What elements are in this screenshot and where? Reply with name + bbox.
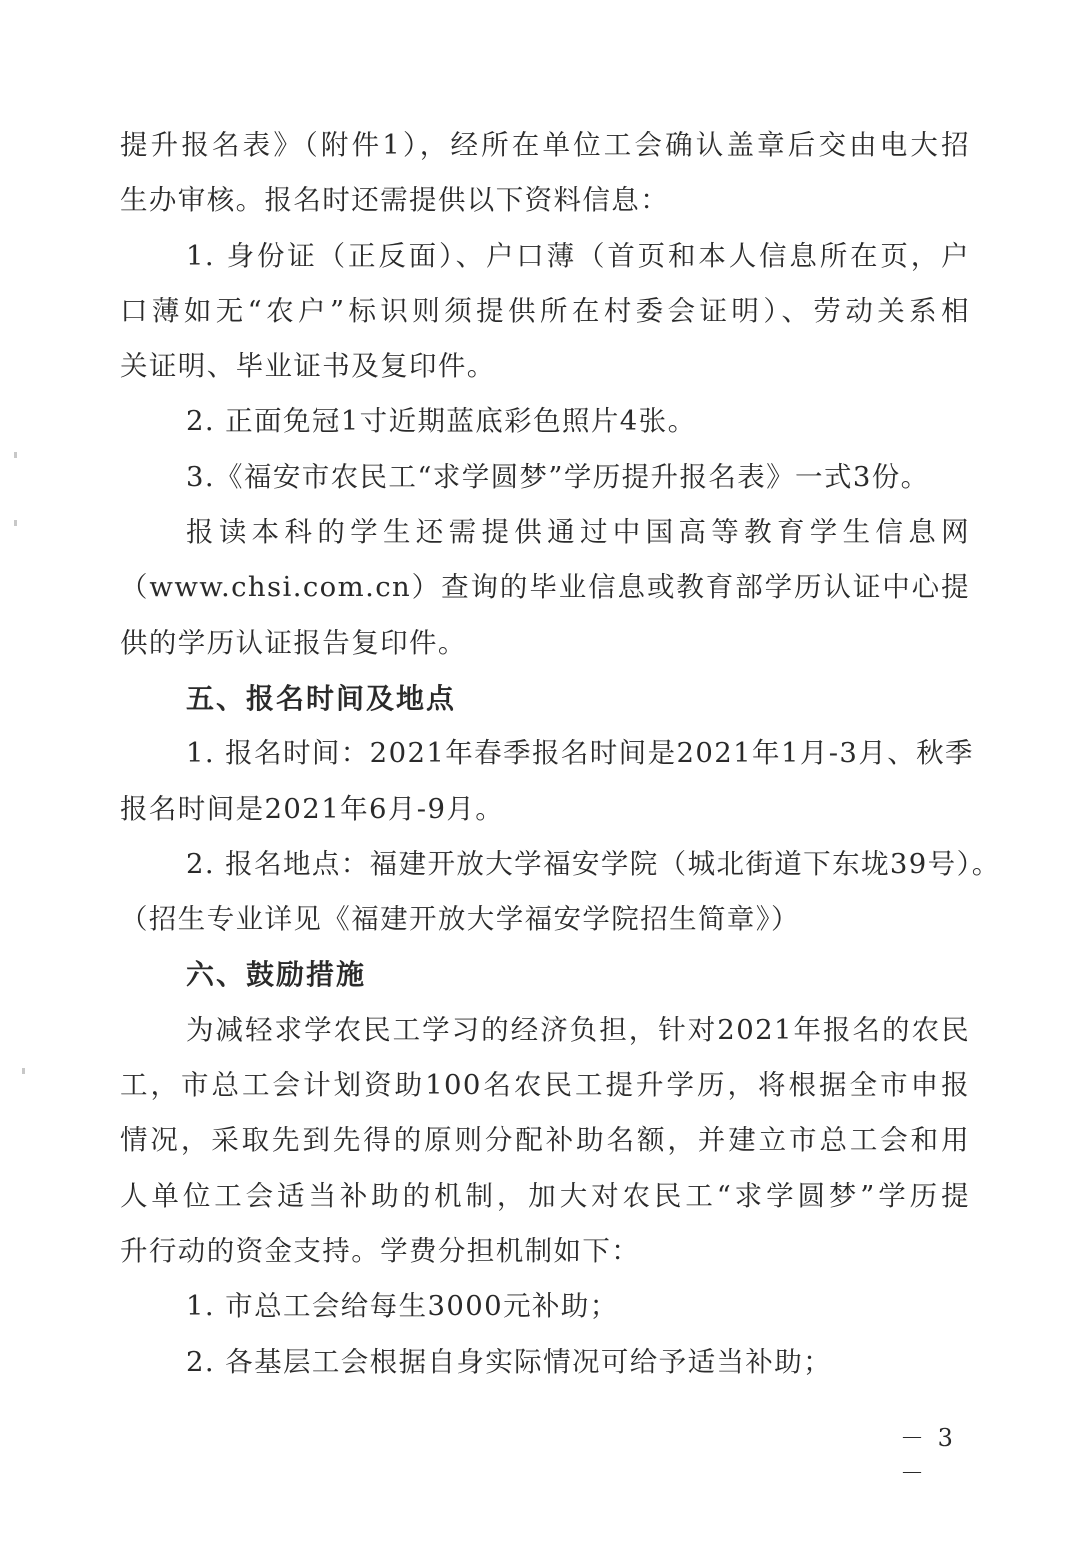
scan-artifact [14, 520, 17, 526]
paragraph-line: 为减轻求学农民工学习的经济负担，针对2021年报名的农民 [186, 1013, 970, 1046]
body-line: （www.chsi.com.cn）查询的毕业信息或教育部学历认证中心提 [120, 571, 970, 604]
list-item-line: 1. 市总工会给每生3000元补助； [186, 1290, 619, 1323]
list-item-line: 1. 身份证（正反面）、户口薄（首页和本人信息所在页，户 [186, 239, 970, 272]
body-line: 关证明、毕业证书及复印件。 [120, 350, 496, 383]
body-line: 报名时间是2021年6月-9月。 [120, 792, 505, 825]
body-line: 提升报名表》（附件1），经所在单位工会确认盖章后交由电大招 [120, 129, 970, 161]
body-line: 工，市总工会计划资助100名农民工提升学历，将根据全市申报 [120, 1069, 970, 1102]
list-item-line: 3.《福安市农民工“求学圆梦”学历提升报名表》一式3份。 [186, 460, 930, 493]
body-line: 供的学历认证报告复印件。 [120, 626, 467, 659]
body-line: （招生专业详见《福建开放大学福安学院招生简章》） [120, 903, 800, 936]
list-item-line: 2. 各基层工会根据自身实际情况可给予适当补助； [186, 1345, 833, 1378]
scan-artifact [22, 1068, 25, 1074]
body-line: 情况，采取先到先得的原则分配补助名额，并建立市总工会和用 [120, 1124, 970, 1157]
section-heading: 六、鼓励措施 [186, 958, 367, 992]
paragraph-line: 报读本科的学生还需提供通过中国高等教育学生信息网 [186, 516, 970, 549]
scan-artifact [14, 452, 17, 458]
section-heading: 五、报名时间及地点 [186, 681, 457, 715]
body-line: 人单位工会适当补助的机制，加大对农民工“求学圆梦”学历提 [120, 1179, 970, 1212]
body-line: 口薄如无“农户”标识则须提供所在村委会证明）、劳动关系相 [120, 294, 970, 327]
page-number: － 3 － [900, 1424, 956, 1487]
body-line: 升行动的资金支持。学费分担机制如下： [120, 1234, 641, 1267]
body-line: 生办审核。报名时还需提供以下资料信息： [120, 184, 670, 217]
document-body [120, 118, 1001, 1390]
list-item-line: 2. 报名地点：福建开放大学福安学院（城北街道下东垅39号）。 [186, 847, 1001, 880]
list-item-line: 1. 报名时间：2021年春季报名时间是2021年1月-3月、秋季 [186, 737, 974, 770]
list-item-line: 2. 正面免冠1寸近期蓝底彩色照片4张。 [186, 405, 697, 438]
